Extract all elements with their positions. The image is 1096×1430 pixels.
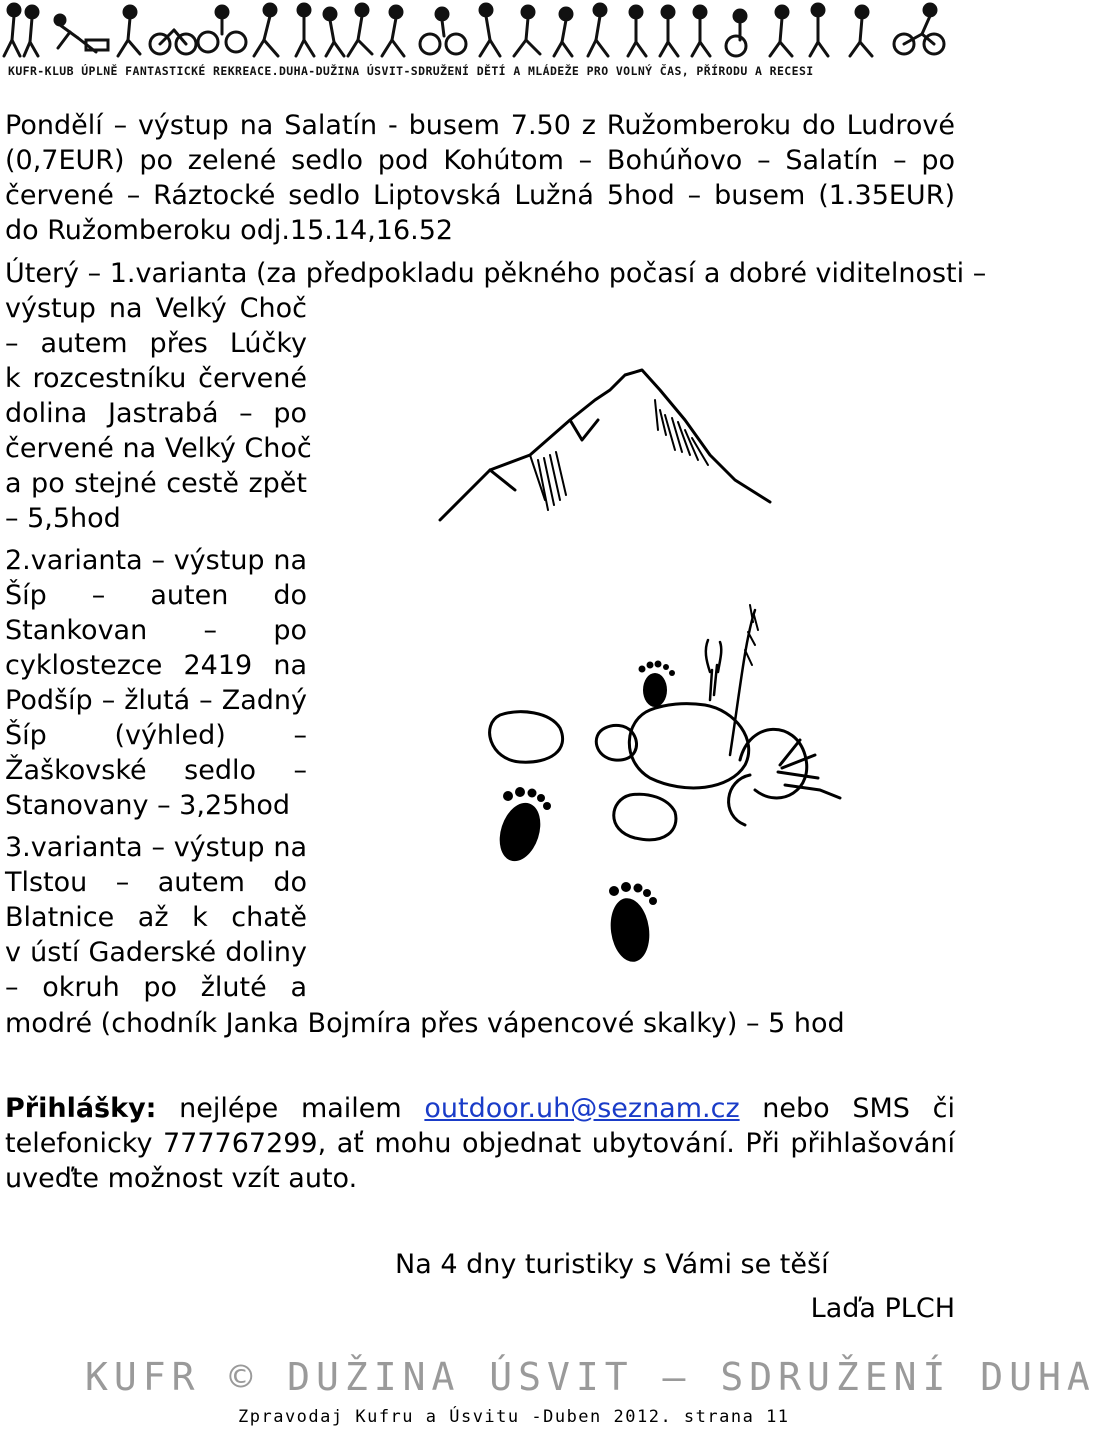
tuesday-variants-column (5, 291, 312, 1005)
variant3-line: v ústí Gaderské doliny (5, 937, 307, 968)
monday-line: červené – Ráztocké sedlo Liptovská Lužná 5hod – busem (1.35EUR) (5, 180, 955, 211)
flower-drawing (729, 729, 840, 825)
grass-drawing (706, 605, 758, 755)
header-banner (0, 0, 960, 95)
signup-text-after-link: nebo SMS či telefonicky 777767299, ať mohu objednat ubytování. Při přihlašování uveďte možnost vzít auto. (5, 1093, 955, 1194)
signup-label: Přihlášky: (5, 1093, 157, 1124)
variant3-line: Blatnice až k chatě (5, 902, 307, 933)
mountain-footprints-illustration (420, 360, 860, 990)
footer-logo-text: KUFR © DUŽINA ÚSVIT – SDRUŽENÍ DUHA (85, 1355, 1096, 1399)
signup-text-before-link: nejlépe mailem (156, 1093, 425, 1124)
header-tagline: KUFR-KLUB ÚPLNĚ FANTASTICKÉ REKREACE.DUHA-DUŽINA ÚSVIT-SDRUŽENÍ DĚTÍ A MLÁDEŽE PRO VOLNÝ ČAS, PŘÍRODU A RECESI (8, 64, 814, 78)
variant3-line: Tlstou – autem do (5, 867, 307, 898)
mountains-drawing (440, 370, 770, 520)
header-figures-illustration (0, 0, 960, 60)
variant3-line: 3.varianta – výstup na (5, 832, 307, 863)
figure-group-7 (514, 4, 608, 56)
variant2-line: Žaškovské sedlo – (5, 755, 307, 786)
tuesday-intro-line: Úterý – 1.varianta (za předpokladu pěkného počasí a dobré viditelnosti – (5, 258, 987, 289)
figure-group-9 (726, 4, 828, 56)
tuesday-intro (5, 256, 987, 291)
variant1-line: červené na Velký Choč (5, 433, 312, 464)
variant1-line: dolina Jastrabá – po (5, 398, 307, 429)
variant1-line: – autem přes Lúčky (5, 328, 307, 359)
figure-group-10 (850, 4, 944, 56)
monday-paragraph (5, 108, 955, 248)
figure-group-8 (628, 6, 710, 56)
figure-group-3 (118, 6, 196, 56)
figure-group-6 (382, 4, 500, 56)
variant2-line: Šíp (výhled) – (5, 720, 307, 751)
figure-group-1 (4, 4, 38, 56)
monday-line: do Ružomberoku odj.15.14,16.52 (5, 215, 454, 246)
variant2-line: Podšíp – žlutá – Zadný (5, 685, 307, 716)
variant2-line: Stanovany – 3,25hod (5, 790, 291, 821)
email-link[interactable]: outdoor.uh@seznam.cz (424, 1093, 740, 1124)
variant3-tail-line: modré (chodník Janka Bojmíra přes vápencové skalky) – 5 hod (5, 1008, 845, 1039)
variant2-line: 2.varianta – výstup na (5, 545, 307, 576)
footprints-drawing (493, 661, 675, 965)
closing-line: Na 4 dny turistiky s Vámi se těší (395, 1249, 829, 1280)
variant1-line: k rozcestníku červené (5, 363, 307, 394)
variant3-line: – okruh po žluté a (5, 972, 307, 1003)
signup-text (5, 1091, 955, 1196)
monday-line: Pondělí – výstup na Salatín - busem 7.50 z Ružomberoku do Ludrové (5, 110, 955, 141)
variant2-line: cyklostezce 2419 na (5, 650, 307, 681)
monday-line: (0,7EUR) po zelené sedlo pod Kohútom – Bohúňovo – Salatín – po (5, 145, 955, 176)
variant1-line: – 5,5hod (5, 503, 121, 534)
figure-group-4 (198, 4, 278, 56)
figure-group-2 (55, 15, 108, 52)
variant2-line: Stankovan – po (5, 615, 307, 646)
figure-group-5 (296, 4, 372, 56)
signup-paragraph (5, 1091, 955, 1196)
variant1-line: a po stejné cestě zpět (5, 468, 307, 499)
signature: Laďa PLCH (810, 1293, 955, 1324)
variant2-line: Šíp – auten do (5, 580, 307, 611)
variant1-line: výstup na Velký Choč (5, 293, 307, 324)
variant3-tail (5, 1006, 955, 1041)
footer-page-line: Zpravodaj Kufru a Úsvitu -Duben 2012. strana 11 (238, 1407, 790, 1427)
